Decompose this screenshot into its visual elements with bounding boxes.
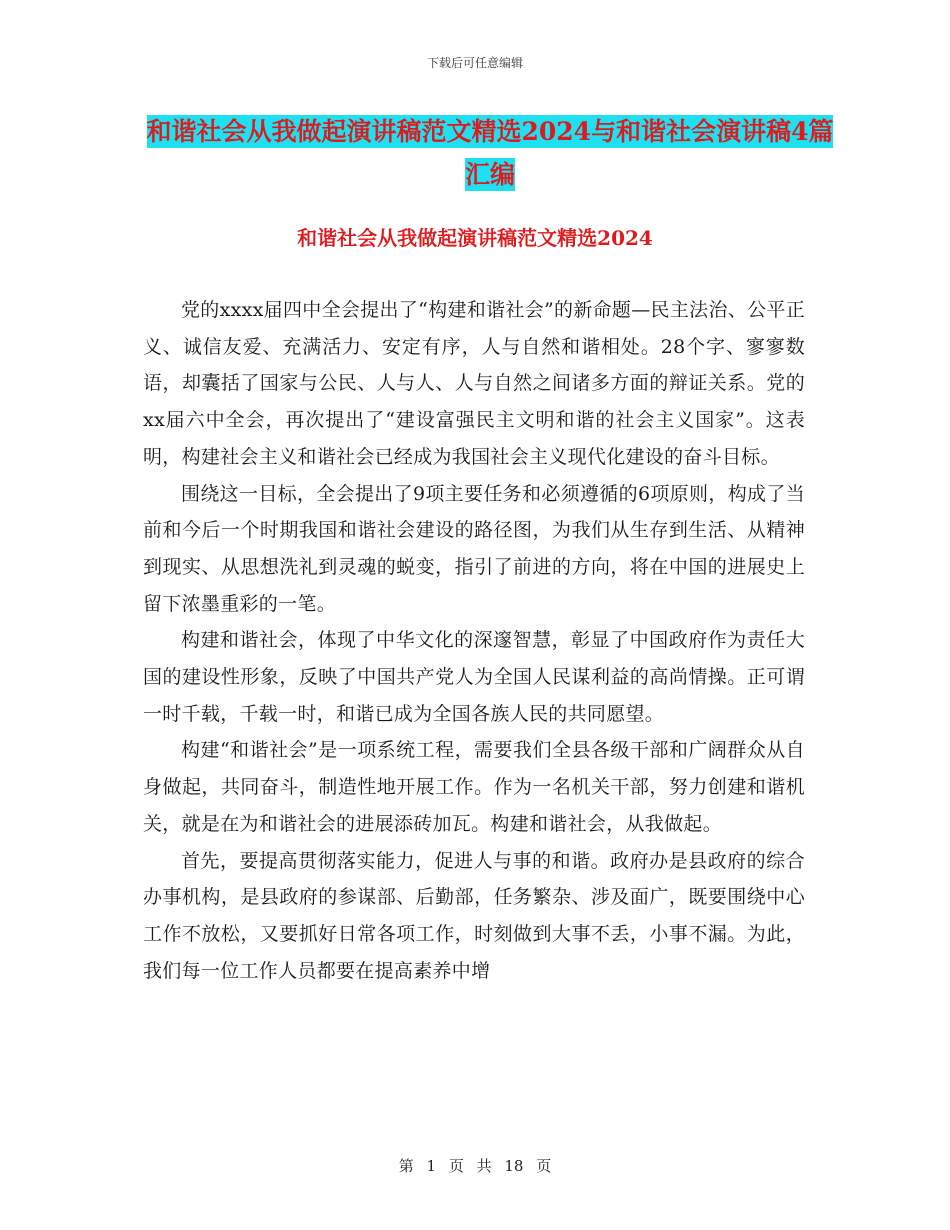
page-footer: 第 1 页 共 18 页 bbox=[398, 1157, 552, 1175]
paragraph: 构建“和谐社会”是一项系统工程，需要我们全县各级干部和广阔群众从自身做起，共同奋斗，制造性地开展工作。作为一名机关干部，努力创建和谐机关，就是在为和谐社会的进展添砖加瓦。构建和谐社会，从我做起。 bbox=[143, 739, 805, 835]
document-body bbox=[143, 292, 805, 989]
paragraph: 党的xxxx届四中全会提出了“构建和谐社会”的新命题—民主法治、公平正义、诚信友爱、充满活力、安定有序，人与自然和谐相处。28个字、寥寥数语，却囊括了国家与公民、人与人、人与自然之间诸多方面的辩证关系。党的xx届六中全会，再次提出了“建设富强民主文明和谐的社会主义国家”。这表明，构建社会主义和谐社会已经成为我国社会主义现代化建设的奋斗目标。 bbox=[143, 299, 805, 468]
paragraph: 围绕这一目标，全会提出了9项主要任务和必须遵循的6项原则，构成了当前和今后一个时期我国和谐社会建设的路径图，为我们从生存到生活、从精神到现实、从思想洗礼到灵魂的蜕变，指引了前进的方向，将在中国的进展史上留下浓墨重彩的一笔。 bbox=[143, 482, 805, 615]
paragraph: 构建和谐社会，体现了中华文化的深邃智慧，彰显了中国政府作为责任大国的建设性形象，反映了中国共产党人为全国人民谋利益的高尚情操。正可谓一时千载，千载一时，和谐已成为全国各族人民的共同愿望。 bbox=[143, 629, 805, 725]
document-title bbox=[140, 110, 840, 196]
document-title-text: 和谐社会从我做起演讲稿范文精选2024与和谐社会演讲稿4篇汇编 bbox=[146, 117, 834, 189]
paragraph: 首先，要提高贯彻落实能力，促进人与事的和谐。政府办是县政府的综合办事机构，是县政府的参谋部、后勤部，任务繁杂、涉及面广，既要围绕中心工作不放松，又要抓好日常各项工作，时刻做到大事不丢，小事不漏。为此，我们每一位工作人员都要在提高素养中增 bbox=[143, 849, 805, 982]
section-title: 和谐社会从我做起演讲稿范文精选2024 bbox=[297, 226, 653, 250]
header-note: 下载后可任意编辑 bbox=[426, 56, 523, 70]
